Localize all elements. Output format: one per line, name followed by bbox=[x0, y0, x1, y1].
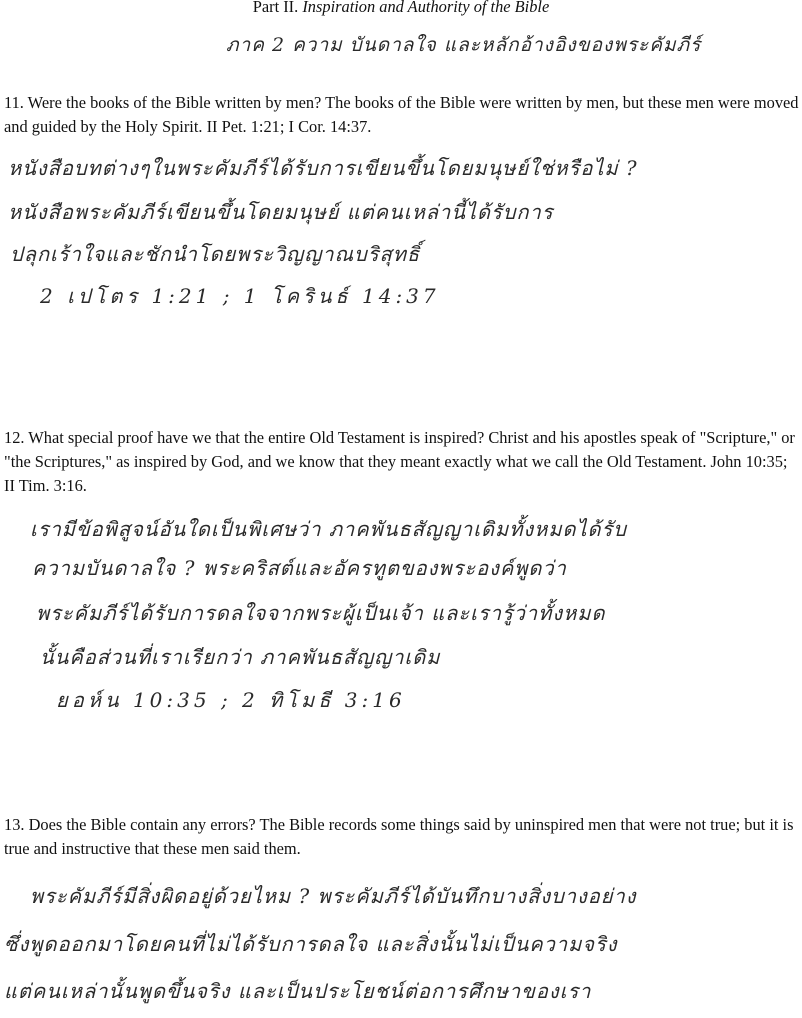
question-11-text: 11. Were the books of the Bible written by men? The books of the Bible were written by men, but these men were moved and guided by the Holy Spirit. II Pet. 1:21; I Cor. 14:37. bbox=[4, 93, 799, 136]
q11-thai-line-1: หนังสือบทต่างๆในพระคัมภีร์ได้รับการเขียนขึ้นโดยมนุษย์ใช่หรือไม่ ? bbox=[8, 156, 638, 180]
part-label: Part II. bbox=[252, 0, 299, 16]
question-13-text: 13. Does the Bible contain any errors? The Bible records some things said by uninspired men that were not true; but it is true and instructive that these men said them. bbox=[4, 815, 794, 858]
q12-thai-line-1: เรามีข้อพิสูจน์อันใดเป็นพิเศษว่า ภาคพันธสัญญาเดิมทั้งหมดได้รับ bbox=[30, 517, 627, 541]
q12-thai-line-2: ความบันดาลใจ ? พระคริสต์และอัครทูตของพระองค์พูดว่า bbox=[32, 556, 567, 580]
q13-thai-line-2: ซึ่งพูดออกมาโดยคนที่ไม่ได้รับการดลใจ และสิ่งนั้นไม่เป็นความจริง bbox=[4, 932, 618, 956]
q13-thai-line-1: พระคัมภีร์มีสิ่งผิดอยู่ด้วยไหม ? พระคัมภีร์ได้บันทึกบางสิ่งบางอย่าง bbox=[30, 884, 637, 908]
part-title: Inspiration and Authority of the Bible bbox=[302, 0, 550, 16]
q12-thai-line-3: พระคัมภีร์ได้รับการดลใจจากพระผู้เป็นเจ้า และเรารู้ว่าทั้งหมด bbox=[36, 601, 606, 625]
question-12-text: 12. What special proof have we that the entire Old Testament is inspired? Christ and his apostles speak of "Scripture," or "the Scriptures," as inspired by God, and we know that they meant exactly what we call the Old Testament. John 10:35; II Tim. 3:16. bbox=[4, 428, 795, 495]
q11-thai-line-3: ปลุกเร้าใจและชักนำโดยพระวิญญาณบริสุทธิ์ bbox=[10, 242, 421, 266]
q13-thai-line-3: แต่คนเหล่านั้นพูดขึ้นจริง และเป็นประโยชน์ต่อการศึกษาของเรา bbox=[4, 979, 592, 1003]
q11-thai-line-2: หนังสือพระคัมภีร์เขียนขึ้นโดยมนุษย์ แต่คนเหล่านี้ได้รับการ bbox=[8, 200, 554, 224]
thai-title-handwritten: ภาค 2 ความ บันดาลใจ และหลักอ้างอิงของพระคัมภีร์ bbox=[226, 34, 702, 56]
q12-thai-line-4: นั้นคือส่วนที่เราเรียกว่า ภาคพันธสัญญาเดิม bbox=[40, 645, 441, 669]
q11-thai-reference: 2 เปโตร 1:21 ; 1 โครินธ์ 14:37 bbox=[40, 284, 440, 308]
page-title bbox=[0, 0, 802, 17]
q12-thai-reference: ยอห์น 10:35 ; 2 ทิโมธี 3:16 bbox=[56, 688, 406, 712]
